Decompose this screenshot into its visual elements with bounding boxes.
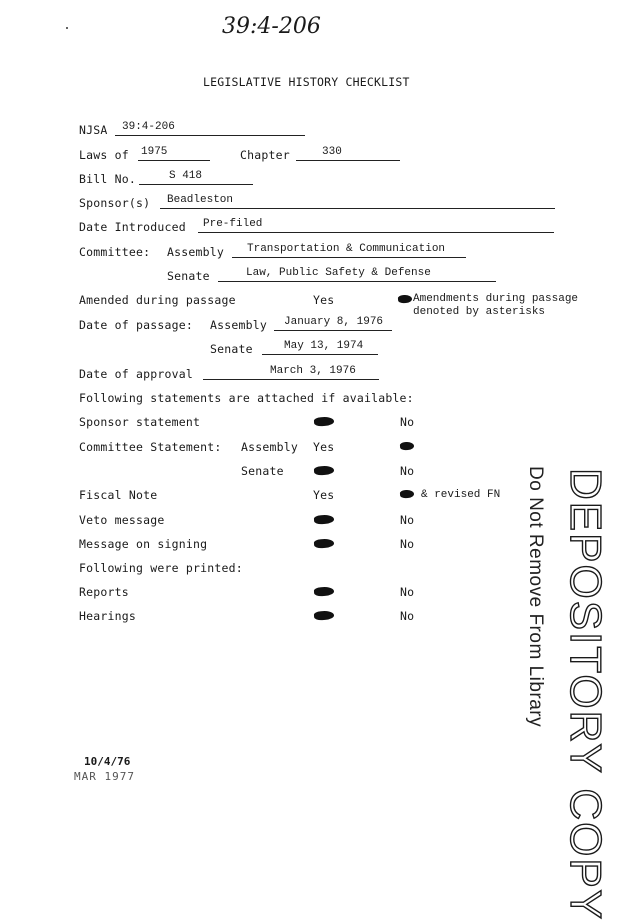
redaction-mark <box>314 610 335 620</box>
passage-assembly-label: Assembly <box>210 318 267 332</box>
committee-senate-value: Law, Public Safety & Defense <box>246 267 431 279</box>
sponsors-label: Sponsor(s) <box>79 196 151 210</box>
depository-copy-stamp: DEPOSITORY COPY <box>561 468 610 921</box>
sponsor-statement-label: Sponsor statement <box>79 415 201 429</box>
passage-assembly-value: January 8, 1976 <box>284 316 384 328</box>
date-approval-label: Date of approval <box>79 367 193 381</box>
committee-assembly-underline <box>232 257 466 258</box>
date-passage-label: Date of passage: <box>79 318 193 332</box>
passage-senate-underline <box>262 354 378 355</box>
bill-no-label: Bill No. <box>79 172 136 186</box>
laws-of-label: Laws of <box>79 148 129 162</box>
amended-label: Amended during passage <box>79 293 236 307</box>
page-title: LEGISLATIVE HISTORY CHECKLIST <box>203 75 410 89</box>
fiscal-note-yes: Yes <box>313 488 335 502</box>
chapter-label: Chapter <box>240 148 290 162</box>
date-approval-underline <box>203 379 379 380</box>
amended-yes: Yes <box>313 293 335 307</box>
date-introduced-value: Pre-filed <box>203 218 263 230</box>
committee-statement-label: Committee Statement: <box>79 440 222 454</box>
hearings-label: Hearings <box>79 609 136 623</box>
reports-no: No <box>400 585 415 599</box>
bill-no-value: S 418 <box>169 170 203 182</box>
njsa-label: NJSA <box>79 123 108 137</box>
redaction-mark <box>400 442 415 451</box>
passage-senate-label: Senate <box>210 342 253 356</box>
fiscal-note-label: Fiscal Note <box>79 488 158 502</box>
committee-statement-assembly-label: Assembly <box>241 440 298 454</box>
footer-date: 10/4/76 <box>84 755 131 768</box>
committee-statement-senate-no: No <box>400 464 415 478</box>
bill-no-underline <box>139 184 253 185</box>
scan-speck <box>66 27 68 29</box>
do-not-remove-stamp: Do Not Remove From Library <box>525 466 546 728</box>
amended-note-line2: denoted by asterisks <box>413 306 546 318</box>
message-signing-label: Message on signing <box>79 537 208 551</box>
committee-statement-senate-label: Senate <box>241 464 284 478</box>
sponsor-statement-no: No <box>400 415 415 429</box>
redaction-mark <box>314 586 335 596</box>
date-approval-value: March 3, 1976 <box>270 365 356 377</box>
statements-heading: Following statements are attached if available: <box>79 391 414 405</box>
date-introduced-label: Date Introduced <box>79 220 186 234</box>
redaction-mark <box>314 538 335 548</box>
committee-senate-underline <box>218 281 496 282</box>
laws-of-underline <box>138 160 210 161</box>
redaction-mark <box>314 465 335 475</box>
redaction-mark <box>398 295 413 304</box>
handwritten-statute-number: 39:4-206 <box>222 14 321 39</box>
sponsors-underline <box>160 208 555 209</box>
passage-senate-value: May 13, 1974 <box>284 340 364 352</box>
committee-statement-assembly-yes: Yes <box>313 440 335 454</box>
laws-of-value: 1975 <box>141 146 168 158</box>
veto-message-no: No <box>400 513 415 527</box>
chapter-value: 330 <box>322 146 342 158</box>
amended-note-line1: Amendments during passage <box>413 293 579 305</box>
received-stamp: MAR 1977 <box>74 770 135 783</box>
veto-message-label: Veto message <box>79 513 165 527</box>
committee-label: Committee: <box>79 245 151 259</box>
date-introduced-underline <box>198 232 554 233</box>
hearings-no: No <box>400 609 415 623</box>
fiscal-note-extra: & revised FN <box>421 489 501 501</box>
sponsors-value: Beadleston <box>167 194 234 206</box>
redaction-mark <box>314 514 335 524</box>
committee-assembly-label: Assembly <box>167 245 224 259</box>
printed-heading: Following were printed: <box>79 561 243 575</box>
njsa-value: 39:4-206 <box>122 121 175 133</box>
passage-assembly-underline <box>274 330 392 331</box>
committee-assembly-value: Transportation & Communication <box>247 243 446 255</box>
njsa-underline <box>115 135 305 136</box>
committee-senate-label: Senate <box>167 269 210 283</box>
chapter-underline <box>296 160 400 161</box>
redaction-mark <box>400 490 415 499</box>
reports-label: Reports <box>79 585 129 599</box>
redaction-mark <box>314 416 335 426</box>
message-signing-no: No <box>400 537 415 551</box>
